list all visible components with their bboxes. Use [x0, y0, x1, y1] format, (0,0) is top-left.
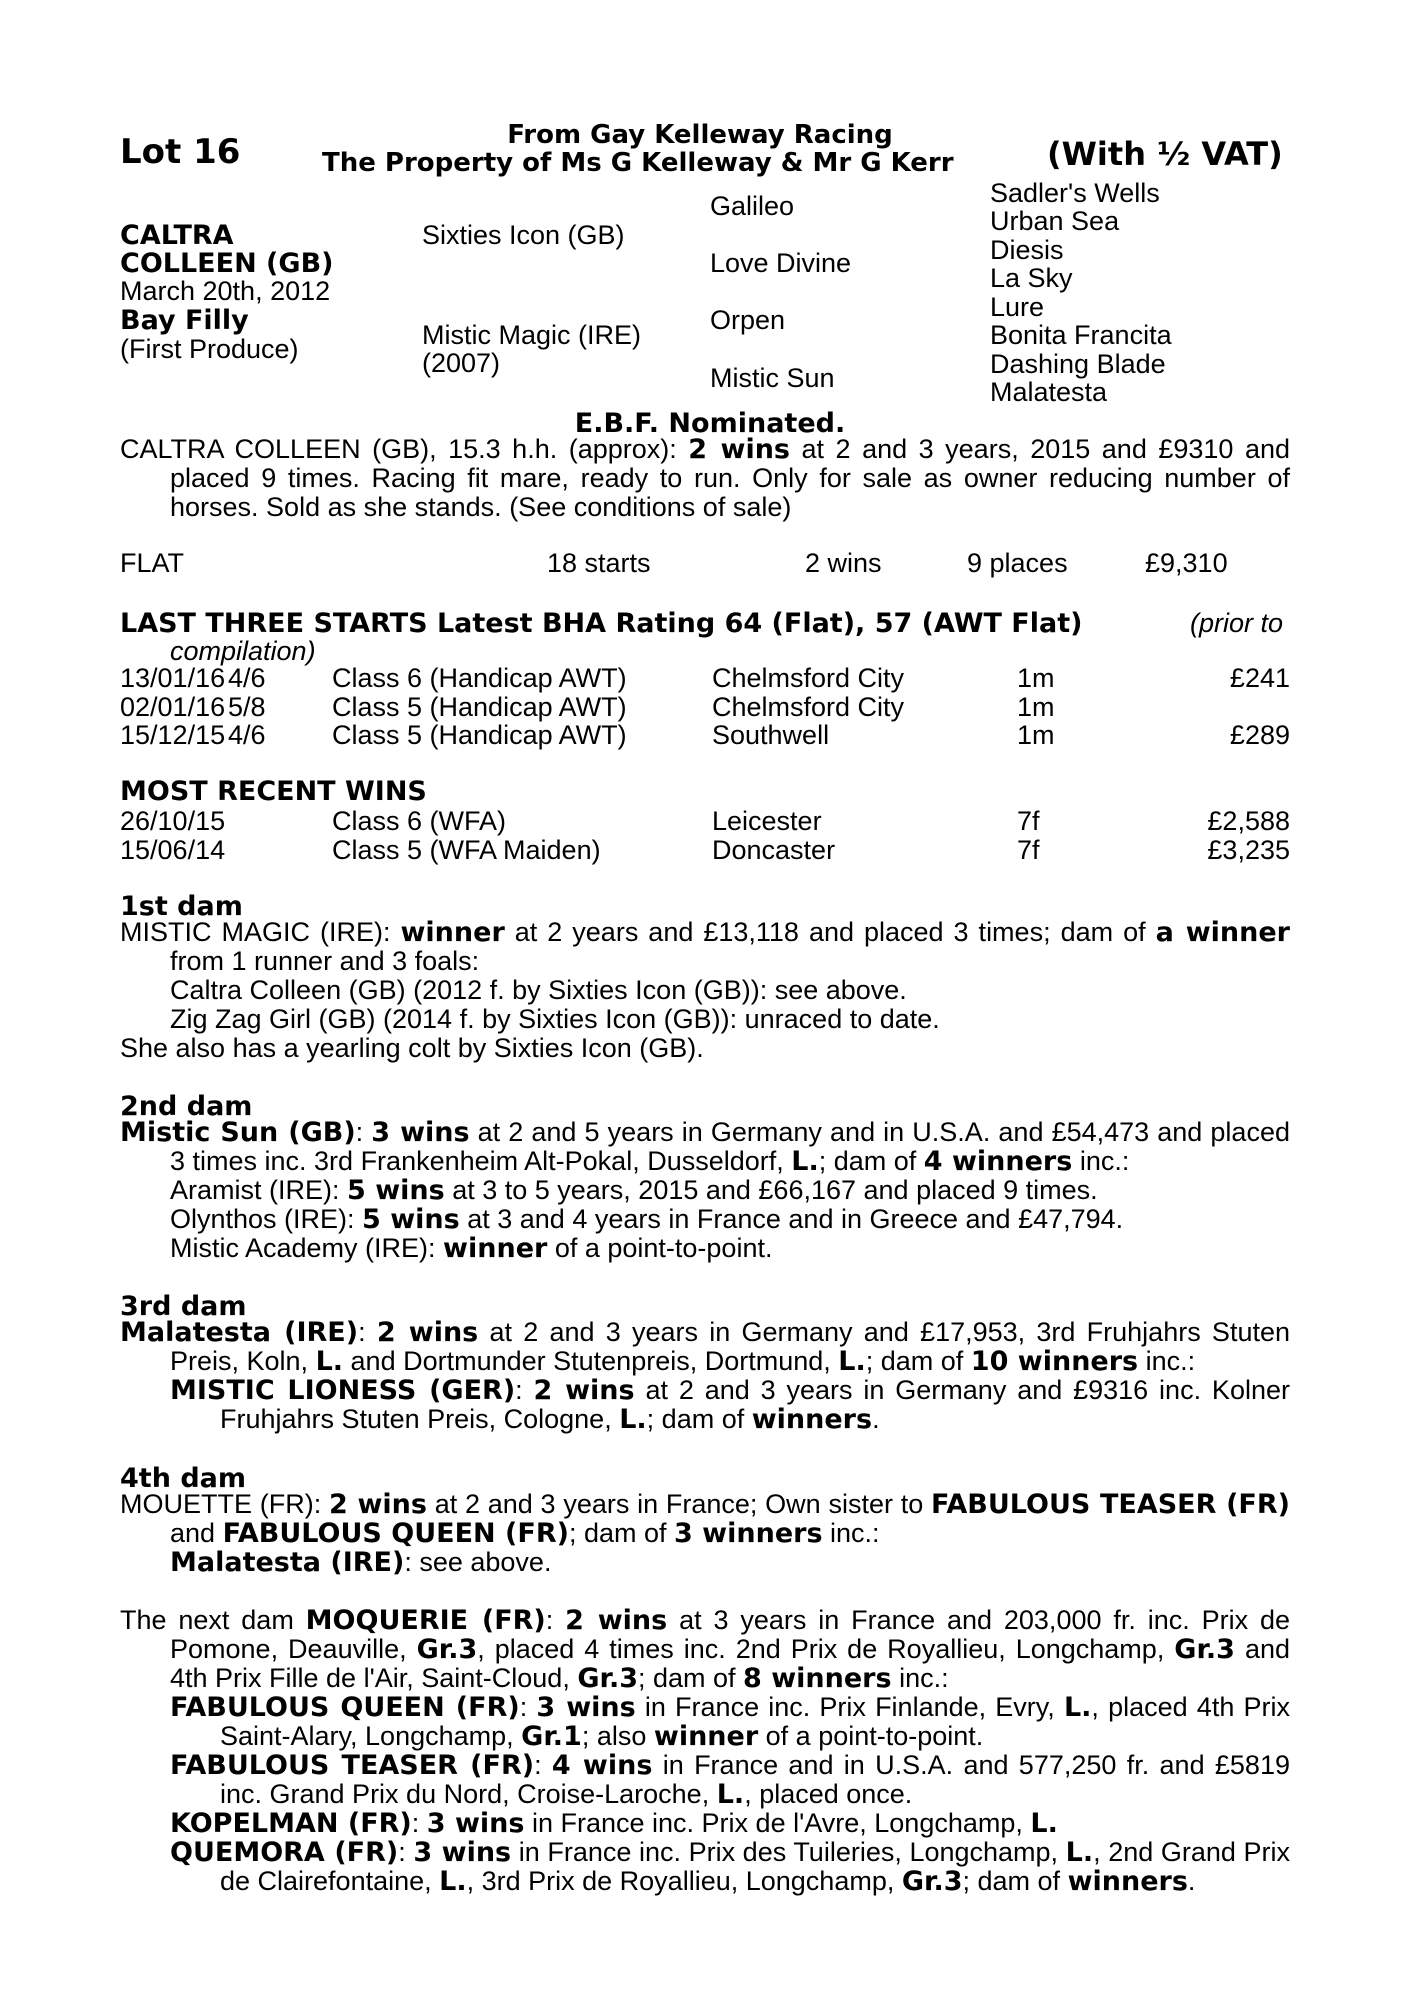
pedigree-gen3-4: La Sky	[990, 263, 1073, 293]
start-class: Class 5 (Handicap AWT)	[332, 691, 627, 722]
win-prize: £3,235	[1207, 834, 1290, 865]
start-position: 4/6	[228, 663, 266, 693]
horse-note: (First Produce)	[120, 334, 299, 364]
win-distance: 7f	[1017, 834, 1040, 865]
start-prize: £289	[1229, 720, 1290, 750]
dam-year: (2007)	[422, 348, 501, 378]
start-course: Chelmsford City	[712, 663, 905, 693]
start-date: 15/12/15	[120, 720, 226, 750]
flat-prize: £9,310	[1145, 548, 1228, 578]
second-dam-text: Mistic Sun (GB): 3 wins at 2 and 5 years in Germany and in U.S.A. and £54,473 and placed 3 times inc. 3rd Frankenheim Alt-Pokal, Dusseldorf, L.; dam of 4 winners inc.: Aramist (IRE): 5 wins at 3 to 5 years, 2015 and £66,167 and placed 9 times. Olynthos (IRE): 5 wins at 3 and 4 years in France and in Greece and £47,794. Mistic Academy (IRE): winner of a point-to-point.	[120, 1117, 1290, 1264]
start-course: Southwell	[712, 720, 830, 750]
start-distance: 1m	[1017, 720, 1055, 750]
horse-name-line2: COLLEEN (GB)	[120, 248, 334, 279]
horse-dob: March 20th, 2012	[120, 276, 331, 306]
start-distance: 1m	[1017, 691, 1055, 722]
lot-number: Lot 16	[120, 132, 241, 172]
second-dam-title: 2nd dam	[120, 1091, 253, 1122]
pedigree-gen2-2: Love Divine	[710, 248, 852, 278]
flat-places: 9 places	[967, 548, 1068, 578]
horse-sex: Bay Filly	[120, 305, 249, 336]
last-three-note-2: compilation)	[170, 636, 316, 666]
pedigree-gen3-5: Lure	[990, 292, 1045, 322]
start-course: Chelmsford City	[712, 691, 905, 722]
ebf-nominated: E.B.F. Nominated.	[574, 408, 846, 439]
recent-wins-title: MOST RECENT WINS	[120, 776, 427, 807]
flat-label: FLAT	[120, 548, 185, 578]
win-class: Class 5 (WFA Maiden)	[332, 834, 601, 865]
header-from: From Gay Kelleway Racing	[507, 120, 893, 150]
fourth-dam-text: MOUETTE (FR): 2 wins at 2 and 3 years in France; Own sister to FABULOUS TEASER (FR) and FABULOUS QUEEN (FR); dam of 3 winners inc.: Malatesta (IRE): see above.	[120, 1489, 1290, 1578]
pedigree-gen3-1: Sadler's Wells	[990, 178, 1160, 208]
horse-name-line1: CALTRA	[120, 220, 234, 251]
start-distance: 1m	[1017, 663, 1055, 693]
start-class: Class 6 (Handicap AWT)	[332, 663, 627, 693]
vat-note: (With ½ VAT)	[1047, 135, 1283, 173]
win-distance: 7f	[1017, 806, 1040, 836]
pedigree-gen3-2: Urban Sea	[990, 206, 1120, 236]
start-date: 13/01/16	[120, 663, 226, 693]
last-three-title: LAST THREE STARTS Latest BHA Rating 64 (Flat), 57 (AWT Flat)	[120, 608, 1083, 639]
flat-starts: 18 starts	[547, 548, 651, 578]
third-dam-title: 3rd dam	[120, 1291, 247, 1322]
start-position: 4/6	[228, 720, 266, 750]
start-date: 02/01/16	[120, 691, 226, 722]
win-prize: £2,588	[1207, 806, 1290, 836]
win-course: Doncaster	[712, 834, 836, 865]
win-date: 15/06/14	[120, 834, 226, 865]
fourth-dam-title: 4th dam	[120, 1463, 246, 1494]
first-dam-text: MISTIC MAGIC (IRE): winner at 2 years and £13,118 and placed 3 times; dam of a winner from 1 runner and 3 foals: Caltra Colleen (GB) (2012 f. by Sixties Icon (GB)): see above. Zig Zag Girl (GB) (2014 f. by Sixties Icon (GB)): unraced to date. She also has a yearling colt by Sixties Icon (GB).	[120, 917, 1290, 1063]
start-prize: £241	[1229, 663, 1290, 693]
start-position: 5/8	[228, 691, 266, 722]
sire: Sixties Icon (GB)	[422, 220, 625, 250]
third-dam-text: Malatesta (IRE): 2 wins at 2 and 3 years in Germany and £17,953, 3rd Fruhjahrs Stuten Preis, Koln, L. and Dortmunder Stutenpreis, Dortmund, L.; dam of 10 winners inc.: MISTIC LIONESS (GER): 2 wins at 2 and 3 years in Germany and £9316 inc. Kolner Fruhjahrs Stuten Preis, Cologne, L.; dam of winners.	[120, 1317, 1290, 1435]
pedigree-gen3-8: Malatesta	[990, 377, 1108, 407]
start-class: Class 5 (Handicap AWT)	[332, 720, 627, 750]
pedigree-gen2-3: Orpen	[710, 305, 786, 335]
pedigree-gen3-7: Dashing Blade	[990, 349, 1166, 379]
win-class: Class 6 (WFA)	[332, 806, 507, 836]
flat-wins: 2 wins	[805, 548, 882, 578]
pedigree-gen2-1: Galileo	[710, 191, 795, 221]
first-dam-title: 1st dam	[120, 891, 243, 922]
last-three-note-1: (prior to	[1190, 608, 1284, 638]
pedigree-gen3-3: Diesis	[990, 235, 1064, 265]
pedigree-gen2-4: Mistic Sun	[710, 363, 835, 393]
next-dam-text: The next dam MOQUERIE (FR): 2 wins at 3 years in France and 203,000 fr. inc. Prix de Pomone, Deauville, Gr.3, placed 4 times inc. 2nd Prix de Royallieu, Longchamp, Gr.3 and 4th Prix Fille de l'Air, Saint-Cloud, Gr.3; dam of 8 winners inc.: FABULOUS QUEEN (FR): 3 wins in France inc. Prix Finlande, Evry, L., placed 4th Prix Saint-Alary, Longchamp, Gr.1; also winner of a point-to-point. FABULOUS TEASER (FR): 4 wins in France and in U.S.A. and 577,250 fr. and £5819 inc. Grand Prix du Nord, Croise-Laroche, L., placed once. KOPELMAN (FR): 3 wins in France inc. Prix de l'Avre, Longchamp, L. QUEMORA (FR): 3 wins in France inc. Prix des Tuileries, Longchamp, L., 2nd Grand Prix de Clairefontaine, L., 3rd Prix de Royallieu, Longchamp, Gr.3; dam of winners.	[120, 1605, 1290, 1897]
dam: Mistic Magic (IRE)	[422, 320, 642, 350]
pedigree-gen3-6: Bonita Francita	[990, 320, 1172, 350]
win-course: Leicester	[712, 806, 822, 836]
header-property: The Property of Ms G Kelleway & Mr G Kerr	[322, 148, 954, 178]
race-summary: CALTRA COLLEEN (GB), 15.3 h.h. (approx): 2 wins at 2 and 3 years, 2015 and £9310 and placed 9 times. Racing fit mare, ready to run. Only for sale as owner reducing number of horses. Sold as she stands. (See conditions of sale)	[120, 434, 1290, 522]
win-date: 26/10/15	[120, 806, 226, 836]
